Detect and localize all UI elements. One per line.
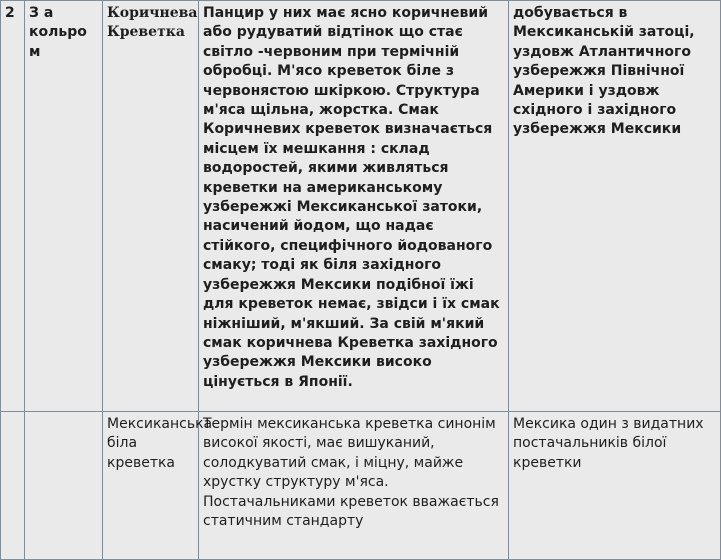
- shrimp-description: Панцир у них має ясно коричневий або рудуватий відтінок що стає світло -червоним при термічній обробці. М'ясо креветок біле з червонястою шкіркою. Структура м'яса щільна, жорстка. Смак Коричневих креветок визначається місцем їх мешкання : склад водоростей, якими живляться креветки на американському узбережжі Мексиканської затоки, насичений йодом, що надає стійкого, специфічного йодованого смаку; тоді як біля західного узбережжя Мексики подібної їжі для креветок немає, звідси і їх смак ніжніший, м'якший. За свій м'який смак коричнева Креветка західного узбережжя Мексики високо цінується в Японії.: [203, 5, 500, 390]
- shrimp-name-cell: [103, 1, 199, 412]
- row-number-cell: [1, 412, 25, 560]
- group-label: З а кольро м: [29, 5, 87, 60]
- origin-cell: [509, 412, 721, 560]
- table-row: [1, 412, 721, 560]
- description-cell: [199, 1, 509, 412]
- shrimp-name: Коричнева Креветка: [107, 5, 198, 40]
- shrimp-origin: добувається в Мексиканській затоці, уздовж Атлантичного узбережжя Північної Америки і уздовж східного і західного узбережжя Мексики: [513, 5, 695, 138]
- shrimp-origin: Мексика один з видатних постачальників білої креветки: [513, 416, 704, 471]
- row-number-cell: [1, 1, 25, 412]
- table-row: [1, 1, 721, 412]
- shrimp-name: Мексиканська біла креветка: [107, 416, 213, 471]
- description-cell: [199, 412, 509, 560]
- group-cell: [25, 1, 103, 412]
- shrimp-description: Термін мексиканська креветка синонім високої якості, має вишуканий, солодкуватий смак, і міцну, майже хрустку структуру м'яса. Постачальниками креветок вважається статичним стандарту: [203, 416, 499, 530]
- group-cell: [25, 412, 103, 560]
- shrimp-name-cell: [103, 412, 213, 560]
- row-number: 2: [5, 5, 15, 21]
- origin-cell: [509, 1, 721, 412]
